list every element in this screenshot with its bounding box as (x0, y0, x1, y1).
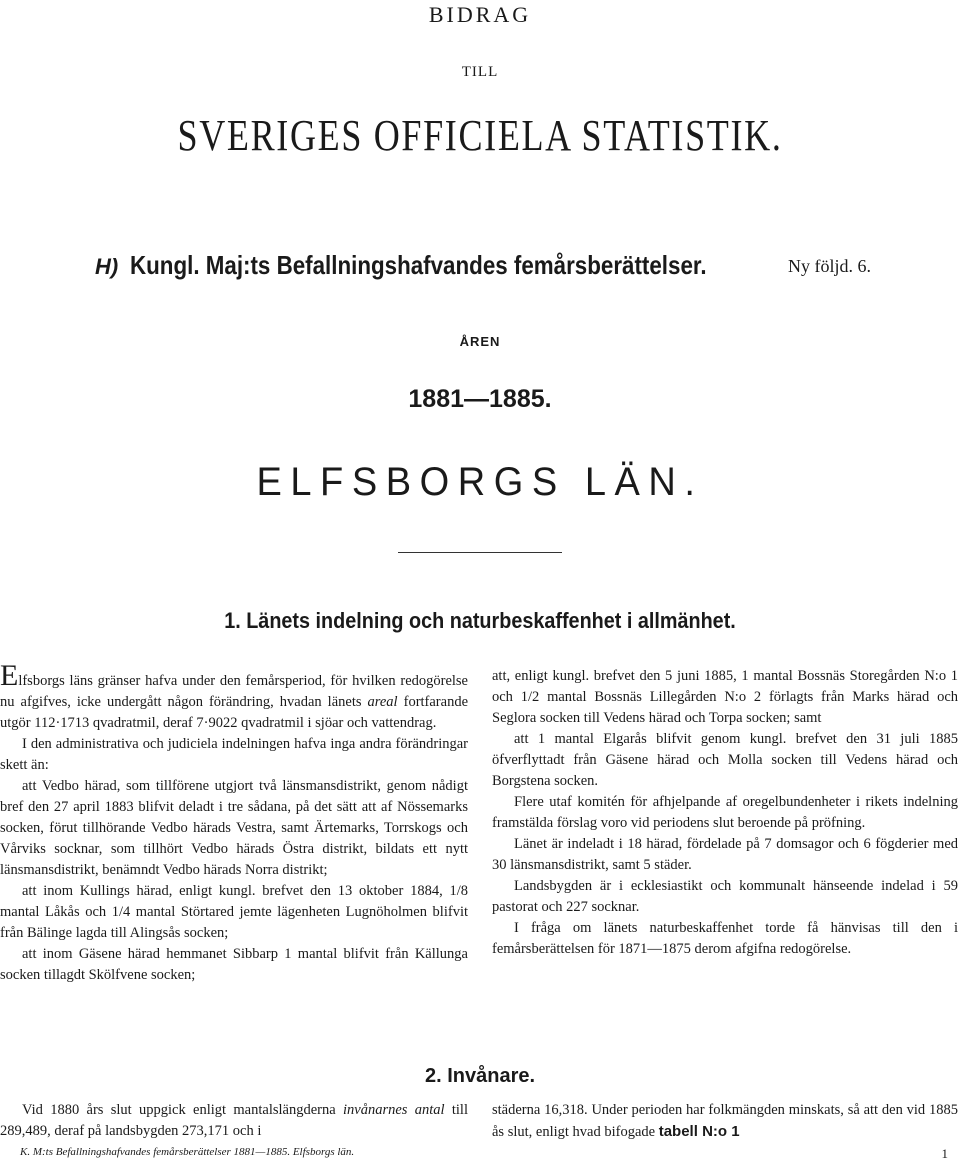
section-1-heading: 1. Länets indelning och naturbeskaffenhet i allmänhet. (224, 608, 736, 633)
page-footer (20, 1146, 948, 1161)
series-title: Kungl. Maj:ts Befallningshafvandes femårsberättelser. (130, 250, 707, 280)
aren-label: ÅREN (459, 334, 501, 349)
paragraph: I den administrativa och judiciela indelningen hafva inga andra förändringar skett än: (0, 736, 468, 773)
paragraph: Landsbygden är i ecklesiastikt och kommunalt hänseende indelad i 59 pastorat och 227 socknar. (492, 878, 958, 915)
page-number: 1 (941, 1146, 948, 1161)
paragraph: Vid 1880 års slut uppgick enligt mantalslängderna invånarnes antal till 289,489, deraf på landsbygden 273,171 och i (0, 1102, 468, 1139)
paragraph: städerna 16,318. Under perioden har folkmängden minskats, så att den vid 1885 ås slut, enligt hvad bifogade tabell N:o 1 (492, 1102, 958, 1140)
section-2-heading: 2. Invånare. (424, 1065, 536, 1087)
paragraph: att Vedbo härad, som tillförene utgjort två länsmansdistrikt, genom nådigt bref den 27 april 1883 blifvit deladt i tre sådana, på det sätt att af Nössemarks socken, förut tillhörande Vedbo härads Vestra, samt Ärtemarks, Torrskogs och Vårviks socknar, som tillhört Vedbo härads Östra distrikt, bildats ett nytt länsmansdistrikt, benämndt Vedbo härads Norra distrikt; (0, 778, 468, 878)
paragraph: att inom Gäsene härad hemmanet Sibbarp 1 mantal blifvit från Källunga socken tillagdt Skölfvene socken; (0, 946, 468, 983)
series-roman: H) (95, 254, 119, 279)
dropcap: E (0, 659, 19, 692)
series-line (95, 250, 915, 281)
paragraph: Länet är indeladt i 18 härad, fördelade på 7 domsagor och 6 fögderier med 30 länsmansdistrikt, samt 5 städer. (492, 836, 958, 873)
paragraph: att 1 mantal Elgarås blifvit genom kungl. brefvet den 31 juli 1885 öfverflyttadt från Gäsene härad och Molla socken till Vedens härad och Borgstena socken. (492, 731, 958, 789)
table-reference: tabell N:o 1 (658, 1123, 740, 1140)
footer-text: K. M:ts Befallningshafvandes femårsberättelser 1881—1885. Elfsborgs län. (20, 1146, 355, 1158)
series-note: Ny följd. 6. (788, 256, 871, 276)
paragraph: Flere utaf komitén för afhjelpande af oregelbundenheter i rikets indelning framstälda förslag voro vid periodens slut beroende på pröfning. (492, 794, 958, 831)
section-2-left-column (0, 1100, 468, 1142)
main-title: SVERIGES OFFICIELA STATISTIK. (177, 111, 783, 160)
till-heading: TILL (461, 64, 499, 80)
paragraph: att inom Kullings härad, enligt kungl. brefvet den 13 oktober 1884, 1/8 mantal Låkås och 1/4 mantal Störtared jemte lägenheten Lugnöholmen blifvit från Bälinge lagda till Alingsås socken; (0, 883, 469, 941)
section-1-left-column (0, 659, 469, 986)
years-label: 1881—1885. (408, 385, 552, 413)
divider-rule (398, 552, 562, 553)
paragraph: I fråga om länets naturbeskaffenhet torde få hänvisas till den i femårsberättelsen för 1871—1875 derom afgifna redogörelse. (492, 920, 958, 957)
county-title: ELFSBORGS LÄN. (256, 460, 704, 504)
section-2-right-column (492, 1100, 958, 1143)
bidrag-heading: BIDRAG (428, 2, 532, 27)
paragraph: Elfsborgs läns gränser hafva under den femårsperiod, för hvilken redogörelse nu afgifves, icke undergått någon förändring, hvadan länets areal fortfarande utgör 112·1713 qvadratmil, deraf 7·9022 qvadratmil i sjöar och vattendrag. (0, 659, 469, 731)
section-1-right-column (492, 666, 958, 960)
paragraph: att, enligt kungl. brefvet den 5 juni 1885, 1 mantal Bossnäs Storegården N:o 1 och 1/2 mantal Bossnäs Lillegården N:o 2 förlagts från Marks härad och Seglora socken till Vedens härad och Torpa socken; samt (492, 668, 958, 726)
